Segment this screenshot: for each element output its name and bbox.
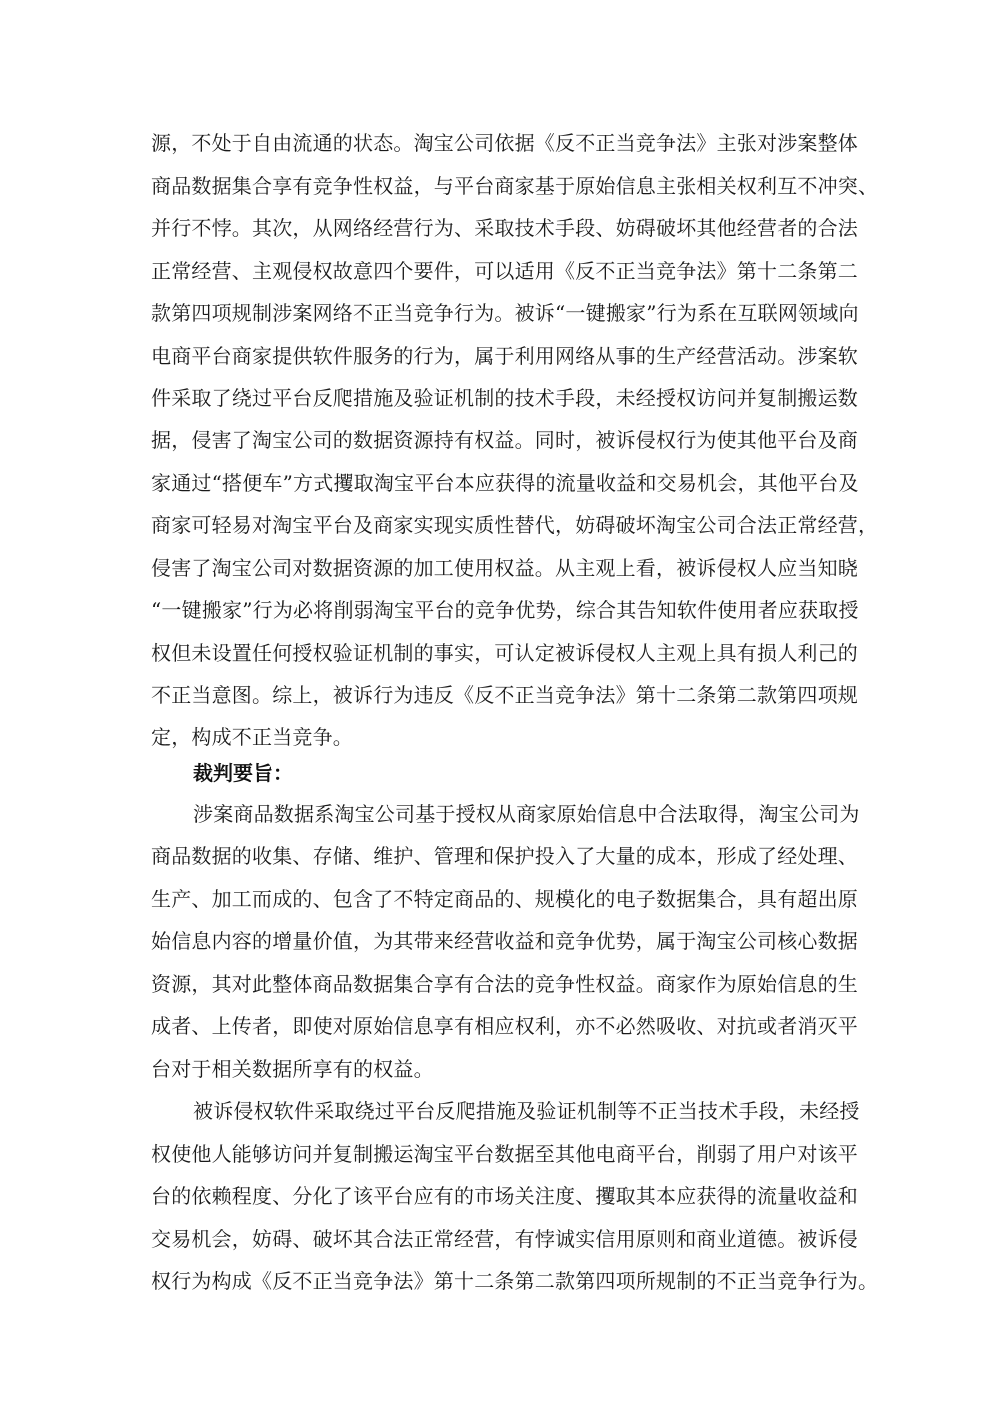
text-line: 款第四项规制涉案网络不正当竞争行为。被诉“一键搬家”行为系在互联网领域向 (151, 301, 859, 325)
text-line: 资源，其对此整体商品数据集合享有合法的竞争性权益。商家作为原始信息的生 (151, 972, 858, 996)
text-line: 家通过“搭便车”方式攫取淘宝平台本应获得的流量收益和交易机会，其他平台及 (151, 471, 859, 495)
text-line: 权但未设置任何授权验证机制的事实，可认定被诉侵权人主观上具有损人利己的 (151, 641, 858, 665)
text-line: 生产、加工而成的、包含了不特定商品的、规模化的电子数据集合，具有超出原 (151, 887, 858, 911)
text-line: 被诉侵权软件采取绕过平台反爬措施及验证机制等不正当技术手段，未经授 (193, 1099, 860, 1123)
text-line: 涉案商品数据系淘宝公司基于授权从商家原始信息中合法取得，淘宝公司为 (193, 802, 860, 826)
text-line: 交易机会，妨碍、破坏其合法正常经营，有悖诚实信用原则和商业道德。被诉侵 (151, 1227, 858, 1251)
text-line: 件采取了绕过平台反爬措施及验证机制的技术手段，未经授权访问并复制搬运数 (151, 386, 858, 410)
text-line: 权行为构成《反不正当竞争法》第十二条第二款第四项所规制的不正当竞争行为。 (151, 1269, 879, 1293)
text-line: 并行不悖。其次，从网络经营行为、采取技术手段、妨碍破坏其他经营者的合法 (151, 216, 858, 240)
text-line: 台对于相关数据所享有的权益。 (151, 1057, 434, 1081)
section-heading-judgment-gist: 裁判要旨： (193, 761, 293, 785)
text-line: “一键搬家”行为必将削弱淘宝平台的竞争优势，综合其告知软件使用者应获取授 (151, 598, 859, 622)
text-line: 定，构成不正当竞争。 (151, 725, 353, 749)
text-line: 商家可轻易对淘宝平台及商家实现实质性替代，妨碍破坏淘宝公司合法正常经营， (151, 513, 879, 537)
text-line: 成者、上传者，即使对原始信息享有相应权利，亦不必然吸收、对抗或者消灭平 (151, 1014, 858, 1038)
text-line: 侵害了淘宝公司对数据资源的加工使用权益。从主观上看，被诉侵权人应当知晓 (151, 556, 858, 580)
text-line: 正常经营、主观侵权故意四个要件，可以适用《反不正当竞争法》第十二条第二 (151, 259, 858, 283)
text-line: 权使他人能够访问并复制搬运淘宝平台数据至其他电商平台，削弱了用户对该平 (151, 1142, 858, 1166)
text-line: 商品数据的收集、存储、维护、管理和保护投入了大量的成本，形成了经处理、 (151, 844, 858, 868)
text-line: 商品数据集合享有竞争性权益，与平台商家基于原始信息主张相关权利互不冲突、 (151, 174, 879, 198)
text-line: 不正当意图。综上，被诉行为违反《反不正当竞争法》第十二条第二款第四项规 (151, 683, 858, 707)
text-line: 源，不处于自由流通的状态。淘宝公司依据《反不正当竞争法》主张对涉案整体 (151, 131, 858, 155)
text-line: 台的依赖程度、分化了该平台应有的市场关注度、攫取其本应获得的流量收益和 (151, 1184, 858, 1208)
text-line: 据，侵害了淘宝公司的数据资源持有权益。同时，被诉侵权行为使其他平台及商 (151, 428, 858, 452)
text-line: 电商平台商家提供软件服务的行为，属于利用网络从事的生产经营活动。涉案软 (151, 344, 858, 368)
text-line: 始信息内容的增量价值，为其带来经营收益和竞争优势，属于淘宝公司核心数据 (151, 929, 858, 953)
